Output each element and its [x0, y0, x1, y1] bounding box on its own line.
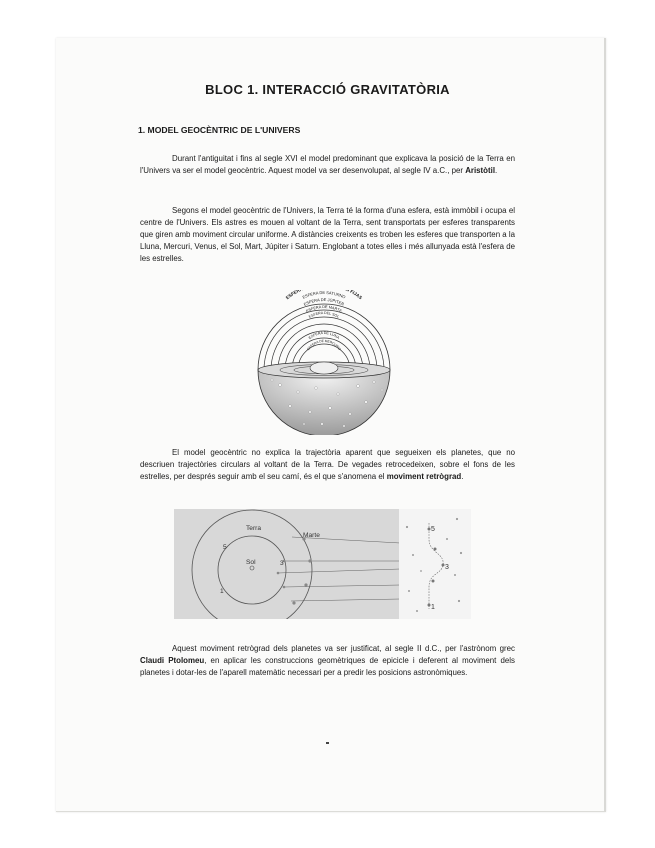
- orbit-background: [174, 509, 400, 619]
- label-sphere-mercury: ESFERA DE MERCURIO: [306, 338, 342, 352]
- paragraph-3-text: El model geocèntric no explica la trajectòria aparent que segueixen els planetes, que no descriuen trajectòries circulars al voltant de la Terra. De vegades retrocedeixen, sobre el fons de les estrelles, per després seguir amb el seu camí, és el que s'anomena el: [140, 448, 515, 481]
- label-earth: Terra: [246, 525, 262, 532]
- paragraph-4-start: Aquest moviment retrògrad dels planetes va ser justificat, al segle II d.C., per l'astrònom grec: [172, 644, 515, 653]
- sky-diagram: [399, 509, 471, 619]
- section-title: 1. MODEL GEOCÈNTRIC DE L'UNIVERS: [138, 125, 301, 135]
- paragraph-1-end: .: [495, 166, 498, 175]
- retrograde-orbit-figure: [174, 509, 400, 624]
- paragraph-3-bold: moviment retrògrad: [386, 472, 462, 481]
- paragraph-3: [140, 447, 515, 483]
- label-1: 1: [220, 588, 224, 595]
- label-3: 3: [280, 560, 284, 567]
- paragraph-1: [140, 153, 515, 177]
- label-mars: Marte: [303, 532, 320, 539]
- label-sphere-sun: ESFERA DEL SOL: [308, 310, 340, 319]
- sky-label-3: 3: [445, 564, 449, 571]
- orbit-diagram: [174, 509, 400, 619]
- label-sphere-jupiter: ESFERA DE JÚPITER: [302, 296, 346, 307]
- paragraph-3-end: .: [461, 472, 464, 481]
- label-sphere-saturn: ESFERA DE SATURNO: [301, 290, 347, 300]
- earth-sphere: [310, 362, 338, 374]
- label-sphere-moon: ESFERA DE LUNA: [307, 330, 341, 341]
- paragraph-1-text: Durant l'antiguitat i fins al segle XVI el model predominant que explicava la posició de la Terra en l'Univers va ser el model geocèntric. Aquest model va ser desenvolupat, al segle IV a.C., per: [140, 154, 515, 175]
- sphere-diagram: [250, 290, 398, 435]
- label-sphere-mars: ESFERA DE MARTE: [305, 304, 343, 314]
- paragraph-1-bold: Aristòtil: [465, 166, 496, 175]
- sky-label-5: 5: [431, 526, 435, 533]
- page-mark: [326, 742, 329, 744]
- paragraph-2: Segons el model geocèntric de l'Univers, la Terra té la forma d'una esfera, està immòbil i ocupa el centre de l'Univers. Els astres es mouen al voltant de la Terra, sent transportats per esferes transparents que giren amb moviment circular uniforme. A distàncies creixents es troben les esferes que transporten a la Lluna, Mercuri, Venus, el Sol, Mart, Júpiter i Saturn. Englobant a totes elles i més allunyada està l'esfera de les estrelles.: [140, 206, 515, 263]
- sky-path-figure: [399, 509, 471, 624]
- label-sphere-stars: ESFER FIJAS: [284, 290, 364, 301]
- lower-hemisphere: [258, 370, 390, 435]
- geocentric-sphere-figure: [250, 290, 398, 440]
- label-sun: Sol: [246, 559, 256, 566]
- paragraph-4-end: , en aplicar les construccions geomètriques de epicicle i deferent al moviment dels planetes i dotar-les de l'aparell matemàtic necessari per a predir les posicions astronòmiques.: [140, 656, 515, 677]
- label-5: 5: [223, 544, 227, 551]
- page-title: BLOC 1. INTERACCIÓ GRAVITATÒRIA: [205, 82, 450, 97]
- paragraph-4: [140, 643, 515, 679]
- paragraph-4-bold: Claudi Ptolomeu: [140, 656, 205, 665]
- sky-background: [399, 509, 471, 619]
- sky-label-1: 1: [431, 604, 435, 611]
